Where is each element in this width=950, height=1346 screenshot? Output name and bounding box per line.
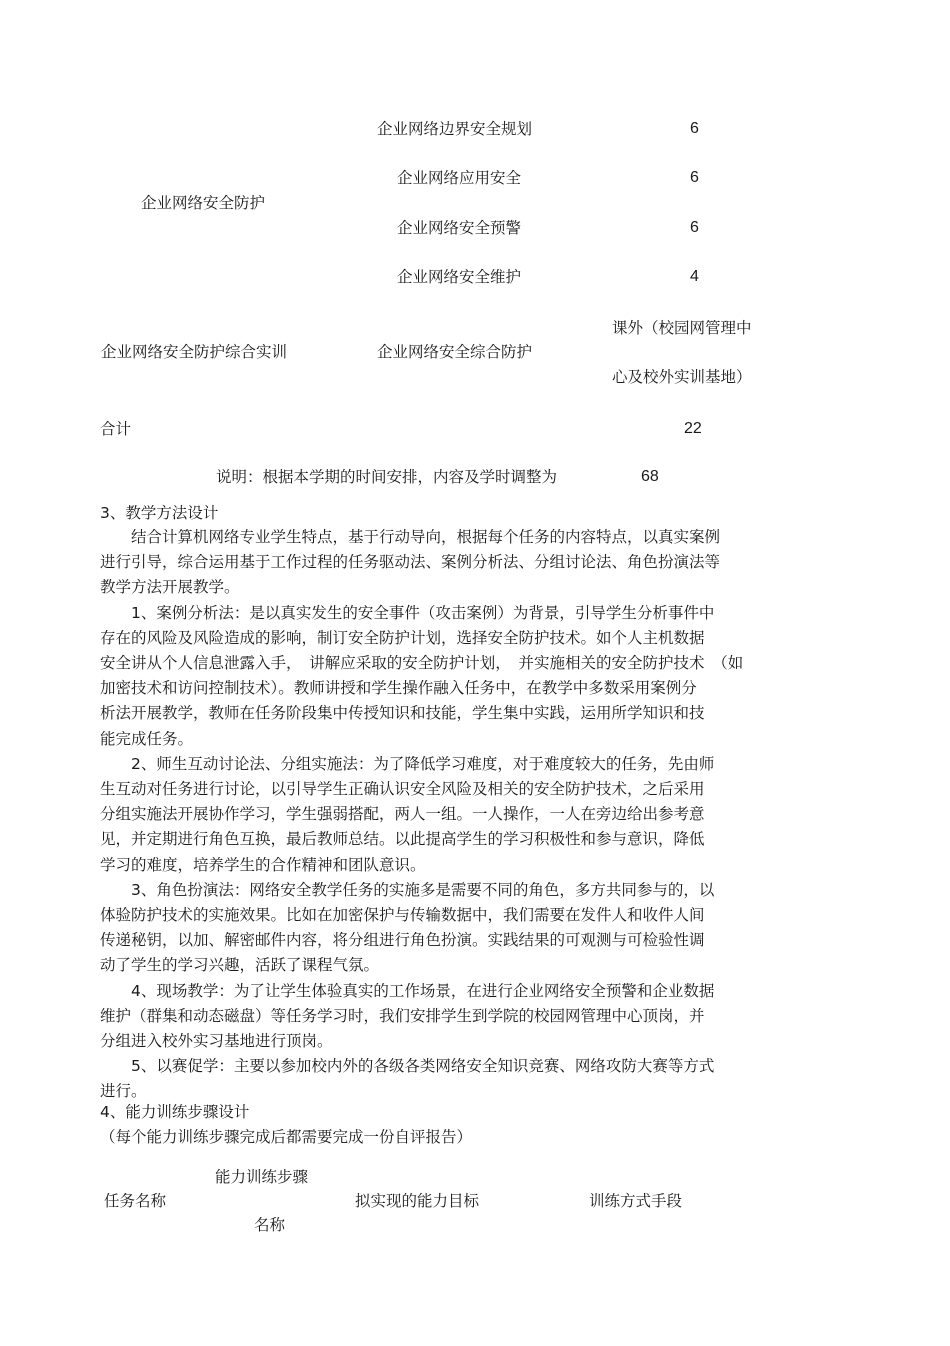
paragraph-line: 1、案例分析法：是以真实发生的安全事件（攻击案例）为背景，引导学生分析事件中 [131, 603, 715, 622]
section4-subheading: （每个能力训练步骤完成后都需要完成一份自评报告） [100, 1128, 473, 1146]
paragraph-line: 能完成任务。 [100, 729, 194, 748]
header-step-name-line1: 能力训练步骤 [215, 1168, 309, 1186]
paragraph-line: 析法开展教学，教师在任务阶段集中传授知识和技能，学生集中实践，运用所学知识和技 [100, 704, 705, 723]
section3-heading: 3、教学方法设计 [100, 504, 219, 522]
paragraph-line: 分组实施法开展协作学习，学生强弱搭配，两人一组。一人操作，一人在旁边给出参考意 [100, 805, 705, 824]
paragraph-line: 体验防护技术的实施效果。比如在加密保护与传输数据中，我们需要在发件人和收件人间 [100, 906, 705, 925]
section3-body [100, 525, 860, 1105]
step-cell: 企业网络应用安全 [397, 169, 522, 187]
paragraph-line: 教学方法开展教学。 [100, 578, 240, 597]
paragraph-line: 分组进入校外实习基地进行顶岗。 [100, 1032, 333, 1051]
step-cell: 企业网络安全综合防护 [377, 343, 533, 361]
paragraph-line: 3、角色扮演法：网络安全教学任务的实施多是需要不同的角色，多方共同参与的，以 [131, 880, 715, 899]
paragraph-line: 结合计算机网络专业学生特点，基于行动导向，根据每个任务的内容特点，以真实案例 [131, 528, 721, 546]
paragraph-line: 见，并定期进行角色互换，最后教师总结。以此提高学生的学习积极性和参与意识，降低 [100, 830, 705, 849]
paragraph-line: 传递秘钥，以加、解密邮件内容，将分组进行角色扮演。实践结果的可观测与可检验性调 [100, 931, 705, 950]
place-cell-line2: 心及校外实训基地） [612, 368, 752, 386]
step-cell: 企业网络边界安全规划 [377, 120, 533, 138]
paragraph-line: 进行引导，综合运用基于工作过程的任务驱动法、案例分析法、分组讨论法、角色扮演法等 [100, 553, 721, 572]
total-label: 合计 [100, 420, 132, 438]
hours-cell: 6 [690, 120, 699, 137]
total-value: 22 [684, 420, 702, 437]
task-cell: 企业网络安全防护综合实训 [101, 343, 288, 361]
paragraph-line: 安全讲从个人信息泄露入手， 讲解应采取的安全防护计划， 并实施相关的安全防护技术 （如 [100, 654, 744, 673]
paragraph-line: 进行。 [100, 1082, 147, 1101]
hours-cell: 4 [690, 268, 699, 285]
hours-cell: 6 [690, 169, 699, 186]
paragraph-line: 维护（群集和动态磁盘）等任务学习时，我们安排学生到学院的校园网管理中心顶岗，并 [100, 1006, 705, 1025]
place-cell-line1: 课外（校园网管理中 [612, 319, 752, 337]
paragraph-line: 加密技术和访问控制技术）。教师讲授和学生操作融入任务中，在教学中多数采用案例分 [100, 679, 697, 698]
paragraph-line: 生互动对任务进行讨论，以引导学生正确认识安全风险及相关的安全防护技术，之后采用 [100, 780, 705, 799]
hours-cell: 6 [690, 219, 699, 236]
note-value: 68 [641, 468, 659, 485]
header-method: 训练方式手段 [589, 1192, 683, 1210]
paragraph-line: 4、现场教学：为了让学生体验真实的工作场景，在进行企业网络安全预警和企业数据 [131, 981, 715, 1000]
header-step-name-line2: 名称 [254, 1216, 286, 1234]
section4-heading: 4、能力训练步骤设计 [100, 1103, 250, 1121]
header-target: 拟实现的能力目标 [355, 1192, 480, 1210]
paragraph-line: 动了学生的学习兴趣，活跃了课程气氛。 [100, 956, 380, 975]
paragraph-line: 存在的风险及风险造成的影响，制订安全防护计划，选择安全防护技术。如个人主机数据 [100, 628, 705, 647]
task-cell: 企业网络安全防护 [141, 194, 266, 212]
paragraph-line: 学习的难度，培养学生的合作精神和团队意识。 [100, 855, 426, 874]
step-cell: 企业网络安全预警 [397, 219, 522, 237]
step-cell: 企业网络安全维护 [397, 268, 522, 286]
header-task-name: 任务名称 [104, 1192, 167, 1210]
note-text: 说明：根据本学期的时间安排，内容及学时调整为 [216, 468, 558, 486]
paragraph-line: 5、以赛促学：主要以参加校内外的各级各类网络安全知识竞赛、网络攻防大赛等方式 [131, 1057, 715, 1076]
paragraph-line: 2、师生互动讨论法、分组实施法：为了降低学习难度，对于难度较大的任务，先由师 [131, 754, 715, 773]
